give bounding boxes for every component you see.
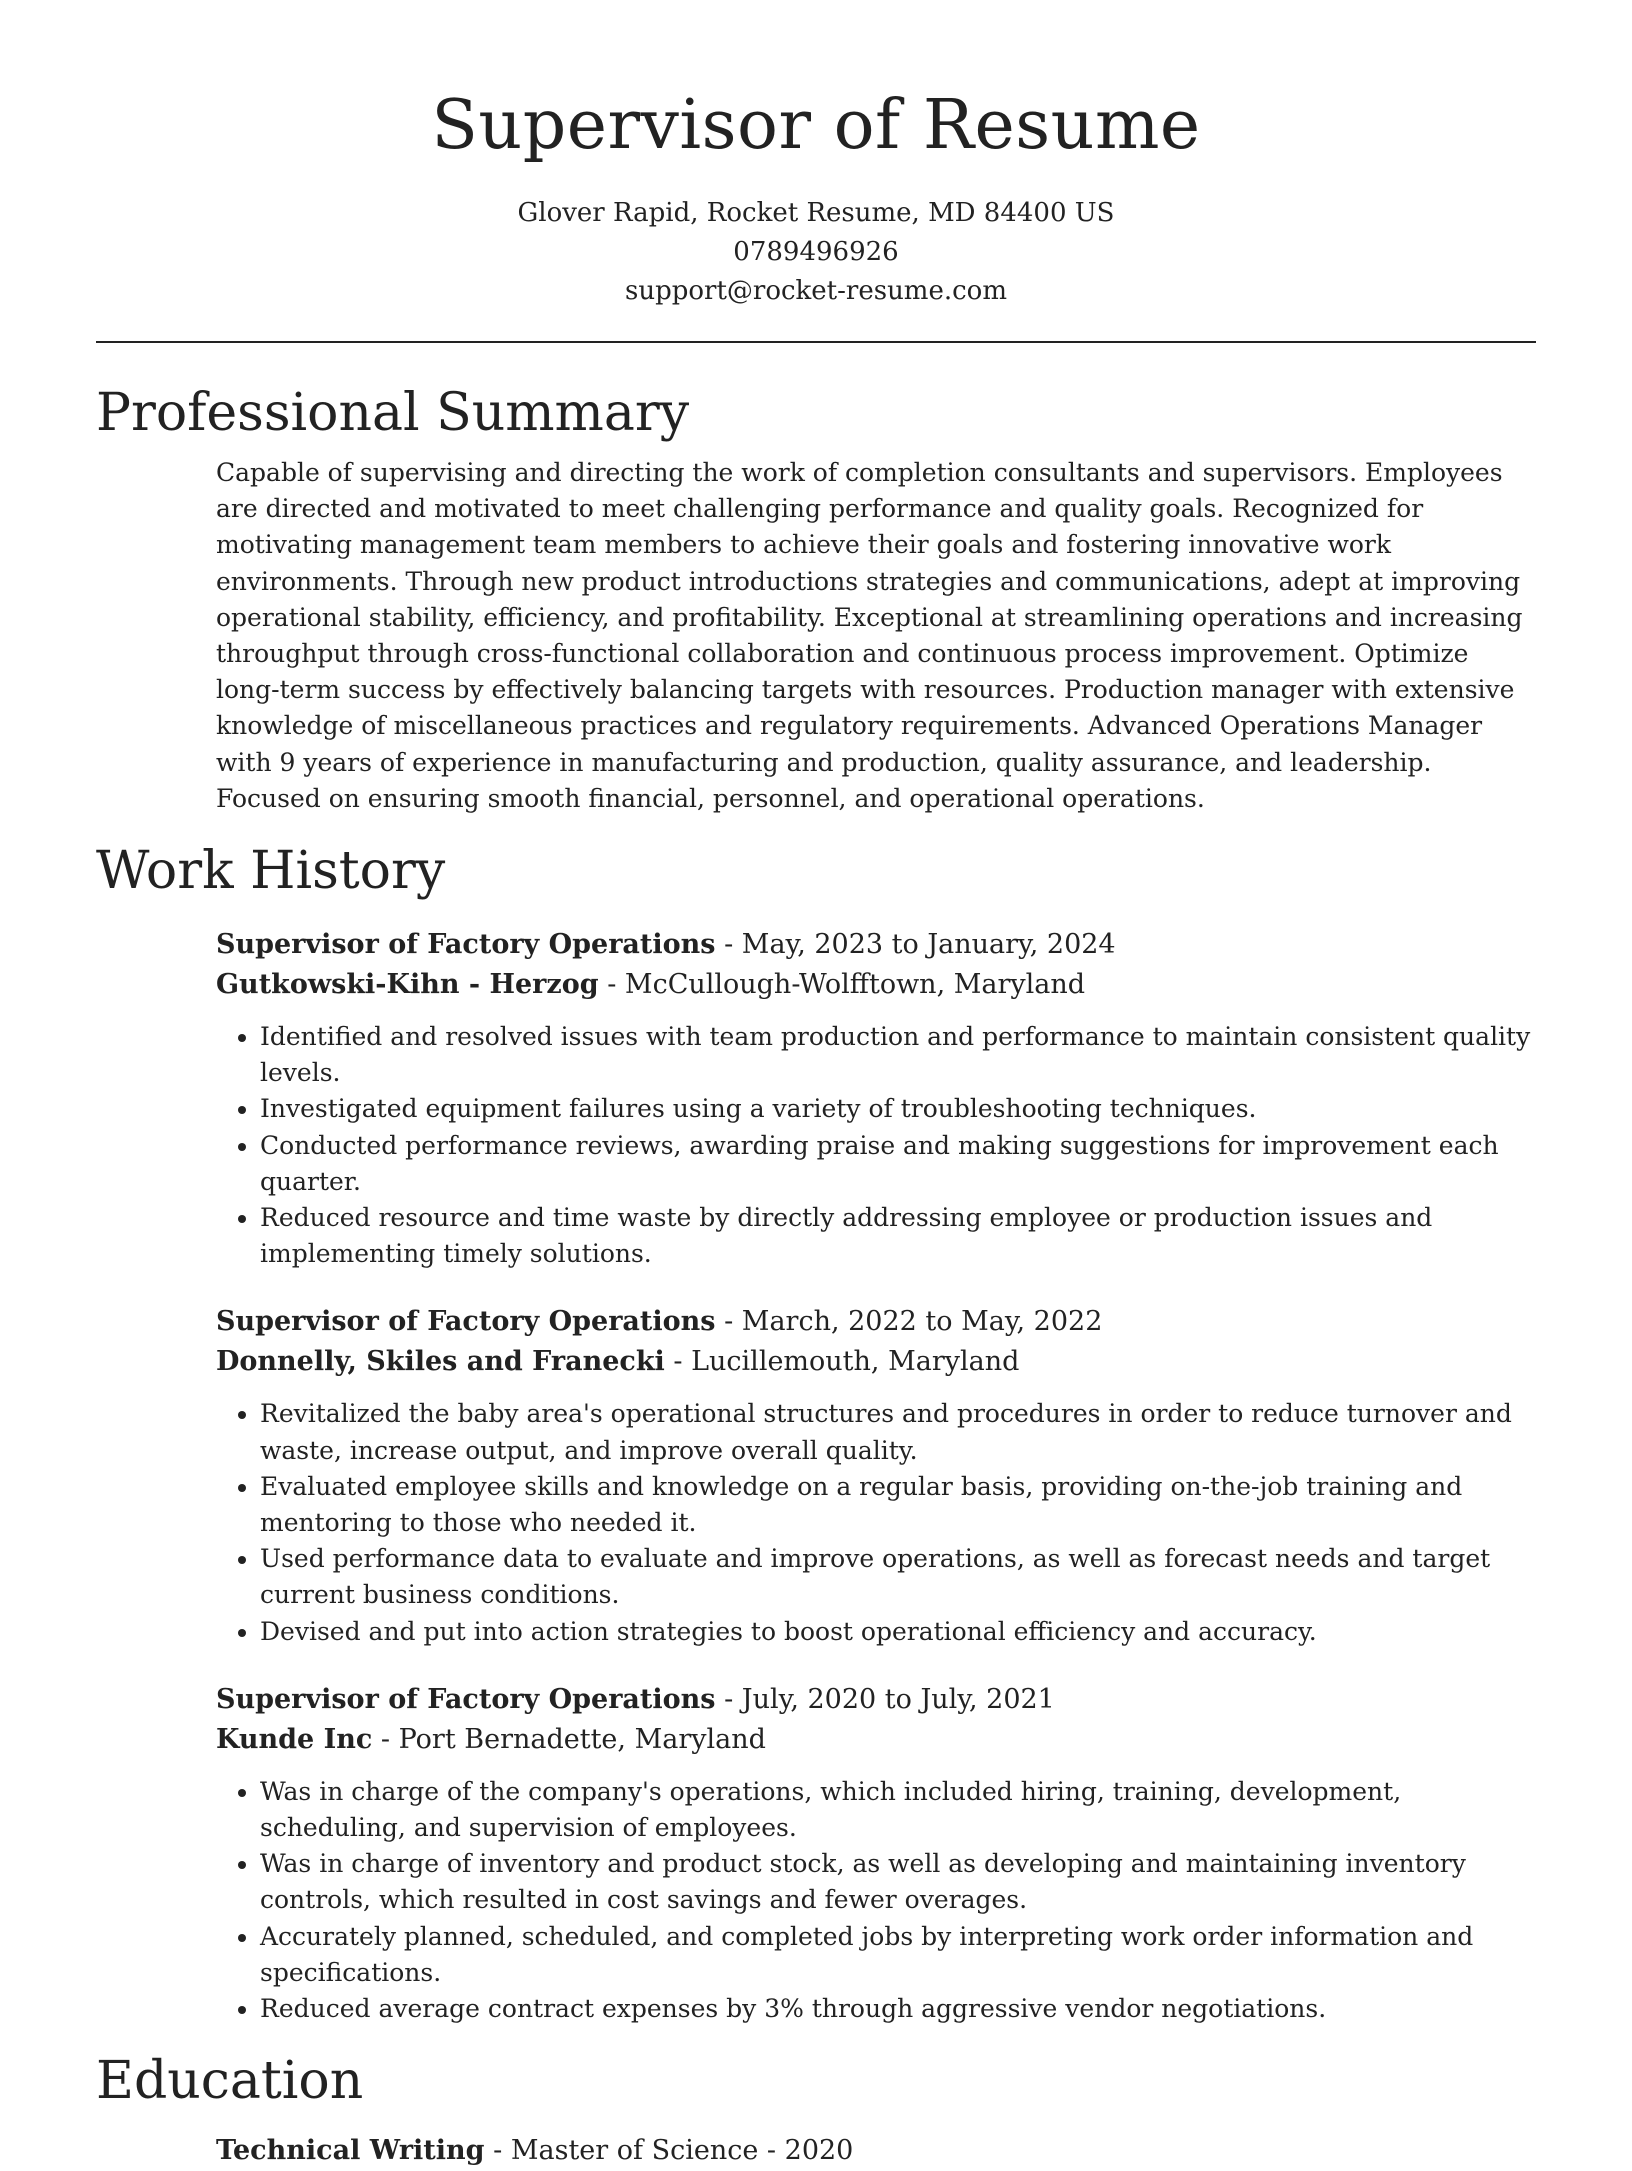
list-item: • Accurately planned, scheduled, and completed jobs by interpreting work order information and specifications.: [260, 1919, 1536, 1991]
job-bullets: [216, 1396, 1536, 1649]
list-item: • Reduced resource and time waste by directly addressing employee or production issues and implementing timely solutions.: [260, 1200, 1536, 1272]
job-title: Supervisor of Factory Operations: [216, 1683, 716, 1715]
education-section: [96, 2049, 1536, 2171]
work-history-heading: Work History: [96, 841, 446, 902]
job-company-line: [216, 1720, 1536, 1760]
contact-phone: 0789496926: [733, 237, 899, 267]
job-bullets: [216, 1019, 1536, 1272]
job-entry: [216, 1302, 1536, 1649]
summary-heading: Professional Summary: [96, 383, 690, 443]
summary-text: Capable of supervising and directing the work of completion consultants and supervisors. Employees are directed and motivated to meet challenging performance and quality goals. Recognized for motivating management team members to achieve their goals and fostering innovative work environments. Through new product introductions strategies and communications, adept at improving operational stability, efficiency, and profitability. Exceptional at streamlining operations and increasing throughput through cross-functional collaboration and continuous process improvement. Optimize long-term success by effectively balancing targets with resources. Production manager with extensive knowledge of miscellaneous practices and regulatory requirements. Advanced Operations Manager with 9 years of experience in manufacturing and production, quality assurance, and leadership. Focused on ensuring smooth financial, personnel, and operational operations.: [216, 458, 1523, 813]
summary-section: [96, 381, 1536, 817]
contact-block: [96, 194, 1536, 311]
education-year: 2020: [784, 2135, 854, 2167]
separator: -: [372, 1723, 399, 1755]
job-location: Lucillemouth, Maryland: [691, 1346, 1020, 1378]
contact-email: support@rocket-resume.com: [624, 276, 1007, 306]
job-company: Kunde Inc: [216, 1723, 373, 1755]
job-entry: [216, 925, 1536, 1272]
job-dates: May, 2023 to January, 2024: [741, 929, 1116, 961]
separator: -: [664, 1346, 692, 1378]
education-heading: Education: [96, 2051, 364, 2112]
list-item: • Devised and put into action strategies to boost operational efficiency and accuracy.: [260, 1614, 1536, 1650]
job-title-line: [216, 925, 1536, 965]
job-title: Supervisor of Factory Operations: [216, 929, 716, 961]
job-dates: March, 2022 to May, 2022: [741, 1306, 1103, 1338]
list-item: • Evaluated employee skills and knowledge on a regular basis, providing on-the-job training and mentoring to those who needed it.: [260, 1469, 1536, 1541]
separator: -: [758, 2135, 785, 2167]
job-company-line: [216, 965, 1536, 1005]
list-item: • Was in charge of the company's operations, which included hiring, training, development, scheduling, and supervision of employees.: [260, 1774, 1536, 1846]
job-title: Supervisor of Factory Operations: [216, 1306, 716, 1338]
list-item: • Identified and resolved issues with team production and performance to maintain consistent quality levels.: [260, 1019, 1536, 1091]
list-item: • Was in charge of inventory and product stock, as well as developing and maintaining inventory controls, which resulted in cost savings and fewer overages.: [260, 1846, 1536, 1918]
list-item: • Conducted performance reviews, awarding praise and making suggestions for improvement each quarter.: [260, 1128, 1536, 1200]
list-item: • Used performance data to evaluate and improve operations, as well as forecast needs and target current business conditions.: [260, 1541, 1536, 1613]
header-divider: [96, 341, 1536, 343]
work-history-section: [96, 839, 1536, 2027]
job-entry: [216, 1680, 1536, 2027]
job-title-line: [216, 1680, 1536, 1720]
job-company: Donnelly, Skiles and Franecki: [216, 1346, 665, 1378]
education-degree: Master of Science: [510, 2135, 759, 2167]
separator: -: [715, 1683, 742, 1715]
list-item: • Investigated equipment failures using a variety of troubleshooting techniques.: [260, 1091, 1536, 1127]
resume-header: [96, 0, 1536, 311]
list-item: • Revitalized the baby area's operational structures and procedures in order to reduce turnover and waste, increase output, and improve overall quality.: [260, 1396, 1536, 1468]
separator: -: [484, 2135, 511, 2167]
job-title-line: [216, 1302, 1536, 1342]
job-location: McCullough-Wolfftown, Maryland: [624, 969, 1086, 1001]
job-company-line: [216, 1342, 1536, 1382]
job-location: Port Bernadette, Maryland: [398, 1723, 766, 1755]
education-field: Technical Writing: [216, 2135, 485, 2167]
contact-address: Glover Rapid, Rocket Resume, MD 84400 US: [517, 198, 1115, 228]
job-company: Gutkowski-Kihn - Herzog: [216, 969, 599, 1001]
separator: -: [715, 1306, 742, 1338]
separator: -: [598, 969, 625, 1001]
separator: -: [715, 929, 742, 961]
job-bullets: [216, 1774, 1536, 2027]
job-dates: July, 2020 to July, 2021: [741, 1683, 1055, 1715]
education-entry: [216, 2131, 1536, 2171]
candidate-name: Supervisor of Resume: [431, 86, 1201, 165]
list-item: • Reduced average contract expenses by 3% through aggressive vendor negotiations.: [260, 1991, 1536, 2027]
